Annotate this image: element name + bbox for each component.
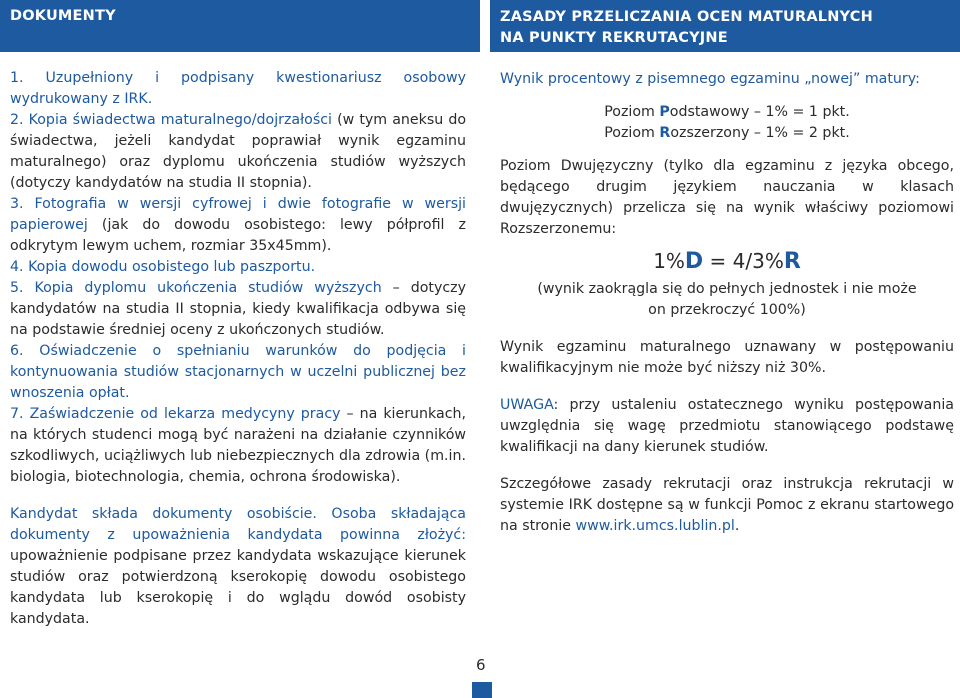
bilingual-text: Poziom Dwujęzyczny (tylko dla egzaminu z języka obcego, będącego drugim językiem nauczania w klasach dwujęzycznych) przelicza się na wynik właściwy poziomowi Rozszerzonemu: — [500, 158, 954, 237]
level-letter: P — [659, 104, 670, 120]
item-title: Zaświadczenie od lekarza medycyny pracy — [29, 406, 341, 422]
formula-part: = 4/3% — [703, 249, 784, 273]
basic-level-line — [500, 102, 954, 123]
details-end: . — [734, 518, 740, 534]
intro-text: Wynik procentowy z pisemnego egzaminu „nowej” matury: — [500, 71, 920, 87]
note-paragraph — [500, 395, 954, 458]
item-text: (w tym aneksu do świadectwa, jeżeli kandydat poprawiał wynik egzaminu maturalnego) oraz dyplomu ukończenia studiów wyższych (dotyczy kandydatów na studia II stopnia). — [10, 112, 466, 191]
grading-title-line2: NA PUNKTY REKRUTACYJNE — [500, 30, 728, 46]
rounding-note-line1: (wynik zaokrągla się do pełnych jednostek i nie może — [537, 281, 917, 297]
conversion-formula — [500, 248, 954, 275]
submission-lead: Kandydat składa dokumenty osobiście. Osoba składająca dokumenty z upoważnienia kandydata powinna złożyć: — [10, 506, 466, 543]
item-text: – dotyczy kandydatów na studia II stopnia, kiedy kwalifikacja odbywa się na podstawie średniej oceny z ukończonych studiów. — [10, 280, 466, 338]
documents-header — [0, 0, 480, 52]
note-text: : przy ustaleniu ostatecznego wyniku postępowania uwzględnia się wagę przedmiotu stanowiącego podstawę kwalifikacji na dany kierunek studiów. — [500, 397, 954, 455]
item-title: Oświadczenie o spełnianiu warunków do podjęcia i kontynuowania studiów stacjonarnych w uczelni publicznej bez wnoszenia opłat. — [10, 343, 466, 401]
formula-letter: D — [684, 249, 704, 274]
level-prefix: Poziom — [604, 104, 660, 120]
item-number: 5. — [10, 280, 24, 296]
item-title: Kopia dowodu osobistego lub paszportu. — [28, 259, 316, 275]
item-title: Fotografia w wersji cyfrowej i dwie fotografie w wersji papierowej — [10, 196, 466, 233]
item-number: 1. — [10, 70, 24, 86]
page-footer-bar — [472, 682, 492, 698]
submission-paragraph — [10, 504, 466, 630]
formula-letter: R — [783, 249, 801, 274]
page-number: 6 — [476, 656, 486, 674]
item-number: 4. — [10, 259, 24, 275]
list-item — [10, 110, 466, 194]
level-prefix: Poziom — [604, 125, 660, 141]
rounding-note-line2: on przekroczyć 100%) — [648, 302, 806, 318]
item-title: Kopia świadectwa maturalnego/dojrzałości — [28, 112, 332, 128]
level-text: ozszerzony – 1% = 2 pkt. — [670, 125, 850, 141]
level-text: odstawowy – 1% = 1 pkt. — [669, 104, 850, 120]
list-item — [10, 404, 466, 488]
submission-text: upoważnienie podpisane przez kandydata wskazujące kierunek studiów oraz potwierdzoną kserokopię dowodu osobistego kandydata lub kserokopię i do wglądu dowód osobisty kandydata. — [10, 548, 466, 627]
item-title: Uzupełniony i podpisany kwestionariusz osobowy wydrukowany z IRK. — [10, 70, 466, 107]
item-text: – na kierunkach, na których studenci mogą być narażeni na działanie czynników szkodliwych, uciążliwych lub niebezpiecznych dla zdrowia (m.in. biologia, biotechnologia, chemia, ochrona środowiska). — [10, 406, 466, 485]
list-item — [10, 68, 466, 110]
minimum-score-text: Wynik egzaminu maturalnego uznawany w postępowaniu kwalifikacyjnym nie może być niższy niż 30%. — [500, 339, 954, 376]
list-item — [10, 341, 466, 404]
grading-column — [490, 0, 960, 537]
list-item — [10, 278, 466, 341]
item-number: 2. — [10, 112, 24, 128]
details-paragraph — [500, 474, 954, 537]
extended-level-line — [500, 123, 954, 144]
list-item — [10, 257, 466, 278]
documents-title: DOKUMENTY — [10, 8, 116, 24]
documents-list — [0, 52, 480, 630]
details-text: Szczegółowe zasady rekrutacji oraz instrukcja rekrutacji w systemie IRK dostępne są w funkcji Pomoc z ekranu startowego na stronie — [500, 476, 954, 534]
list-item — [10, 194, 466, 257]
item-number: 3. — [10, 196, 24, 212]
grading-header — [490, 0, 960, 52]
grading-content — [490, 52, 960, 537]
item-title: Kopia dyplomu ukończenia studiów wyższych — [34, 280, 382, 296]
note-label: UWAGA — [500, 397, 554, 413]
item-number: 6. — [10, 343, 24, 359]
documents-column — [0, 0, 480, 630]
level-letter: R — [659, 125, 671, 141]
item-number: 7. — [10, 406, 24, 422]
grading-title-line1: ZASADY PRZELICZANIA OCEN MATURALNYCH — [500, 9, 873, 25]
formula-part: 1% — [653, 249, 685, 273]
irk-website-link[interactable]: www.irk.umcs.lublin.pl — [575, 518, 735, 534]
item-text: (jak do dowodu osobistego: lewy półprofil z odkrytym lewym uchem, rozmiar 35x45mm). — [10, 217, 466, 254]
